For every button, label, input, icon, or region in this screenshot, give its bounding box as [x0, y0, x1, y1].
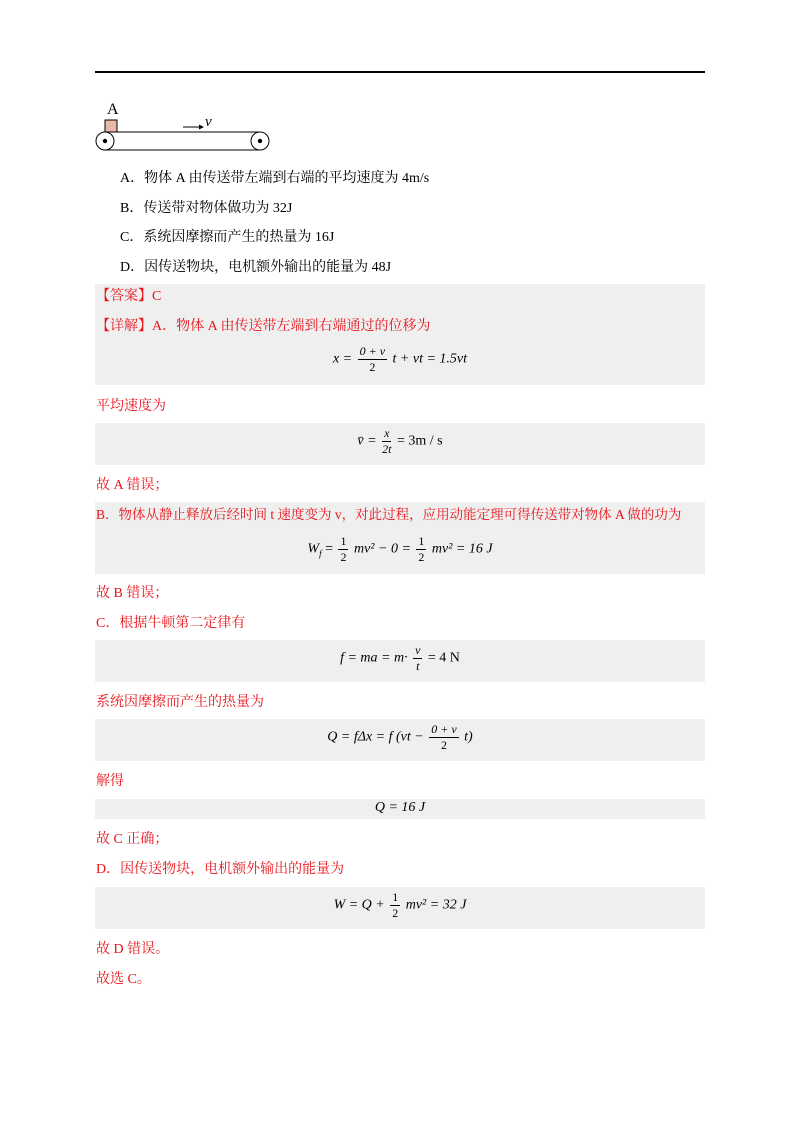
b-text: B．物体从静止释放后经时间 t 速度变为 v，对此过程，应用动能定理可得传送带对物体 A 做的功为 — [96, 507, 682, 522]
eq1-den: 2 — [369, 360, 376, 374]
conveyor-figure — [95, 96, 285, 158]
eq3-den: 2 — [340, 550, 347, 564]
d-text: D．因传送物块，电机额外输出的能量为 — [96, 862, 345, 877]
option-c: C．系统因摩擦而产生的热量为 16J — [120, 230, 335, 245]
heat-label: 系统因摩擦而产生的热量为 — [96, 695, 264, 710]
option-d: D．因传送物块，电机额外输出的能量为 48J — [120, 260, 392, 275]
c-text: C．根据牛顿第二定律有 — [96, 616, 246, 631]
velocity-label: v — [205, 114, 212, 130]
conveyor-diagram — [95, 96, 285, 158]
avg-speed-label: 平均速度为 — [96, 399, 166, 414]
option-b: B．传送带对物体做功为 32J — [120, 201, 293, 216]
eq4-lhs: f = ma = m· — [340, 650, 408, 666]
c-right: 故 C 正确； — [96, 832, 169, 847]
eq4-den: t — [416, 659, 420, 673]
eq2-lhs: v̄ = — [357, 433, 377, 449]
eq5-den: 2 — [440, 738, 447, 752]
eq1-lhs: x = — [332, 351, 353, 367]
solve-label: 解得 — [96, 774, 124, 789]
eq7-den: 2 — [392, 906, 399, 920]
option-a: A．物体 A 由传送带左端到右端的平均速度为 4m/s — [120, 171, 430, 186]
eq5-rhs: t) — [464, 729, 473, 745]
block-a — [105, 120, 117, 132]
eq7-fraction — [390, 890, 400, 921]
eq1-fraction — [358, 344, 387, 375]
a-wrong: 故 A 错误； — [96, 478, 169, 493]
eq4-fraction — [413, 643, 422, 674]
eq7-lhs: W = Q + — [333, 897, 385, 913]
eq5-fraction — [429, 722, 458, 753]
detail-intro: 【详解】A．物体 A 由传送带左端到右端通过的位移为 — [96, 319, 431, 334]
eq3-num2: 1 — [418, 534, 425, 548]
eq1-rhs: t + vt = 1.5vt — [392, 351, 468, 367]
left-pulley-axle — [103, 139, 107, 143]
answer-line: 【答案】C — [96, 289, 162, 304]
equation-energy — [95, 890, 705, 921]
eq2-rhs: = 3m / s — [396, 433, 443, 449]
eq3-eq: = — [325, 541, 333, 557]
eq3-fraction-2 — [416, 534, 426, 565]
block-label: A — [107, 101, 119, 118]
equation-newton — [95, 643, 705, 674]
equation-displacement — [95, 344, 705, 375]
eq2-num: x — [382, 426, 391, 442]
eq3-den2: 2 — [418, 550, 425, 564]
eq4-num: v — [415, 643, 421, 657]
eq7-num: 1 — [392, 890, 399, 904]
equation-heat-result: Q = 16 J — [374, 800, 426, 815]
final-answer: 故选 C。 — [96, 972, 151, 987]
d-wrong: 故 D 错误。 — [96, 942, 170, 957]
equation-avg-speed — [95, 426, 705, 457]
equation-work — [95, 534, 705, 565]
eq5-lhs: Q = fΔx = f (vt − — [327, 729, 424, 745]
eq5-num: 0 + v — [431, 722, 457, 736]
eq3-lhs: W — [307, 541, 320, 557]
eq3-num: 1 — [340, 534, 347, 548]
header-rule — [95, 71, 705, 73]
eq7-rhs: mv² = 32 J — [405, 897, 467, 913]
eq3-rhs: mv² = 16 J — [431, 541, 493, 557]
eq2-fraction — [382, 426, 391, 457]
eq3-fraction-1 — [338, 534, 348, 565]
eq3-mid: mv² − 0 = — [353, 541, 411, 557]
b-wrong: 故 B 错误； — [96, 586, 169, 601]
eq3-sub: f — [319, 548, 322, 559]
eq2-den: 2t — [382, 442, 392, 456]
eq4-rhs: = 4 N — [427, 650, 460, 666]
velocity-arrowhead — [199, 125, 204, 130]
equation-heat — [95, 722, 705, 753]
right-pulley-axle — [258, 139, 262, 143]
eq1-num: 0 + v — [359, 344, 386, 358]
